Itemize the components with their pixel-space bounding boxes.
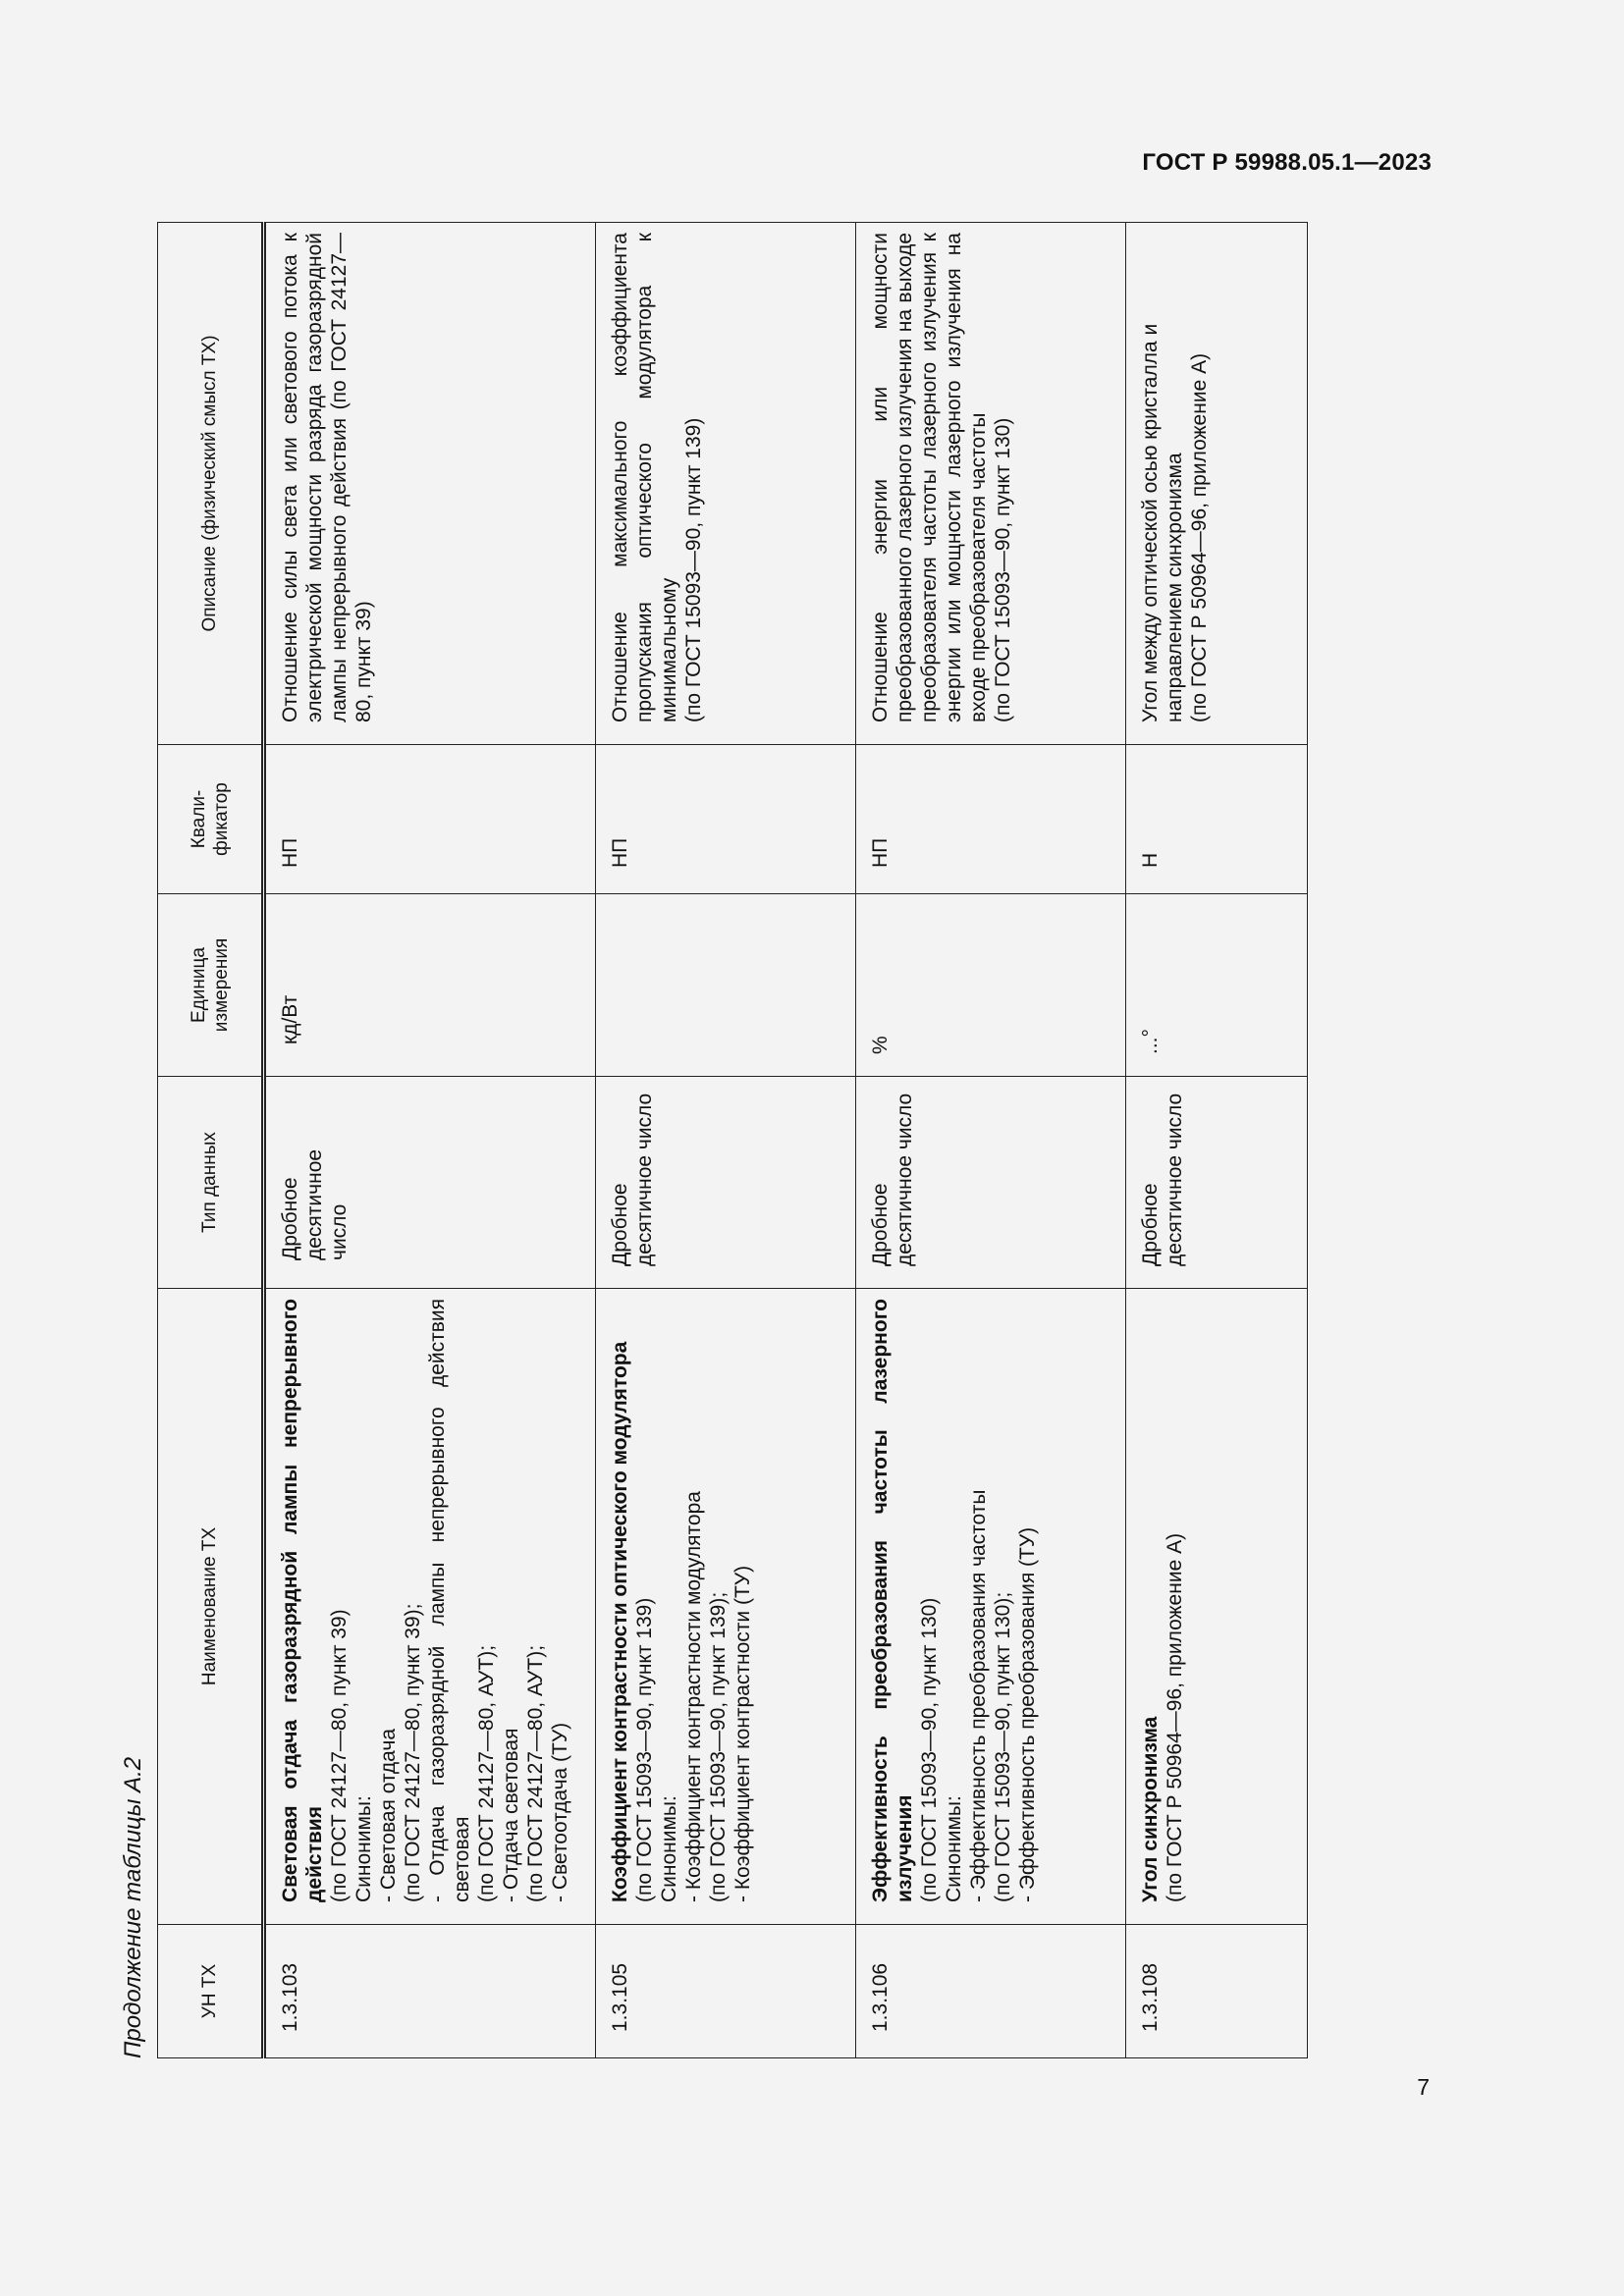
name-line: Синонимы: xyxy=(943,1795,966,1902)
description-reference: (по ГОСТ 15093—90, пункт 130) xyxy=(992,417,1015,722)
cell-description: Отношение силы света или светового потока к электрической мощности разряда газоразрядной лампы непрерывного действия (по ГОСТ 24127—80, пункт 39) xyxy=(264,223,596,745)
cell-name xyxy=(595,1289,856,1925)
cell-unit: % xyxy=(856,894,1125,1077)
col-header-unit xyxy=(158,894,264,1077)
cell-code: 1.3.106 xyxy=(856,1925,1125,2058)
cell-unit xyxy=(595,894,856,1077)
col-header-qual-l2: фикатор xyxy=(210,782,232,856)
col-header-unit-l2: измерения xyxy=(210,937,232,1033)
cell-name xyxy=(264,1289,596,1925)
name-line: - Эффективность преобразования частоты xyxy=(967,1489,991,1902)
description-text: Угол между оптической осью кристалла и направлением синхронизма xyxy=(1138,323,1186,722)
table-row xyxy=(595,223,856,2058)
cell-description xyxy=(856,223,1125,745)
term-title: Эффективность преобразования частоты лазерного излучения xyxy=(869,1299,917,1902)
col-header-qual-l1: Квали- xyxy=(188,789,209,849)
cell-code: 1.3.105 xyxy=(595,1925,856,2058)
table-row xyxy=(1125,223,1307,2058)
cell-qualifier: НП xyxy=(595,745,856,894)
table-header-row xyxy=(158,223,264,2058)
name-line: (по ГОСТ 15093—90, пункт 139) xyxy=(632,1597,656,1902)
name-line: (по ГОСТ 24127—80, пункт 39); xyxy=(402,1603,424,1902)
table-row xyxy=(264,223,596,2058)
term-title: Световая отдача газоразрядной лампы непрерывного действия xyxy=(279,1299,326,1902)
cell-unit: кд/Вт xyxy=(264,894,596,1077)
name-line: - Световая отдача xyxy=(377,1729,400,1902)
col-header-qualifier xyxy=(158,745,264,894)
cell-code: 1.3.108 xyxy=(1125,1925,1307,2058)
cell-type: Дробное десятичное число xyxy=(856,1077,1125,1289)
table-caption: Продолжение таблицы А.2 xyxy=(120,1756,146,2058)
name-line: - Эффективность преобразования (ТУ) xyxy=(1016,1526,1040,1902)
description-reference: (по ГОСТ Р 50964—96, приложение А) xyxy=(1187,352,1211,722)
term-title: Угол синхронизма xyxy=(1138,1716,1162,1902)
col-header-name: Наименование ТХ xyxy=(158,1289,264,1925)
name-line: (по ГОСТ 15093—90, пункт 130); xyxy=(992,1591,1015,1902)
cell-type: Дробное десятичное число xyxy=(264,1077,596,1289)
name-line: - Отдача газоразрядной лампы непрерывного действия световая xyxy=(426,1299,473,1902)
col-header-description: Описание (физический смысл ТХ) xyxy=(158,223,264,745)
cell-qualifier: Н xyxy=(1125,745,1307,894)
cell-description xyxy=(595,223,856,745)
name-line: (по ГОСТ 24127—80, АУТ); xyxy=(524,1644,547,1902)
cell-unit: ...° xyxy=(1125,894,1307,1077)
document-code: ГОСТ Р 59988.05.1—2023 xyxy=(1142,149,1432,176)
name-line: - Коэффициент контрастности (ТУ) xyxy=(731,1565,754,1902)
col-header-unit-l1: Единица xyxy=(188,947,209,1023)
cell-code: 1.3.103 xyxy=(264,1925,596,2058)
cell-qualifier: НП xyxy=(264,745,596,894)
name-line: - Коэффициент контрастности модулятора xyxy=(681,1491,705,1902)
term-title: Коэффициент контрастности оптического модулятора xyxy=(608,1341,631,1902)
cell-type: Дробное десятичное число xyxy=(595,1077,856,1289)
col-header-code: УН ТХ xyxy=(158,1925,264,2058)
cell-type: Дробное десятичное число xyxy=(1125,1077,1307,1289)
cell-description xyxy=(1125,223,1307,745)
cell-qualifier: НП xyxy=(856,745,1125,894)
name-line: Синонимы: xyxy=(352,1795,375,1902)
description-text: Отношение энергии или мощности преобразованного лазерного излучения на выходе преобразователя частоты лазерного излучения к энергии или мощности лазерного излучения на входе преобразователя частоты xyxy=(869,233,991,722)
table-row xyxy=(856,223,1125,2058)
description-reference: (по ГОСТ 15093—90, пункт 139) xyxy=(681,417,705,722)
col-header-type: Тип данных xyxy=(158,1077,264,1289)
name-line: - Светоотдача (ТУ) xyxy=(549,1722,571,1902)
name-line: (по ГОСТ 15093—90, пункт 139); xyxy=(706,1591,730,1902)
rotated-table-area xyxy=(110,162,1261,2063)
name-line: (по ГОСТ 24127—80, пункт 39) xyxy=(328,1609,351,1902)
characteristics-table xyxy=(157,222,1308,2058)
name-line: (по ГОСТ 15093—90, пункт 130) xyxy=(918,1597,942,1902)
page-number: 7 xyxy=(1417,2074,1430,2100)
description-text: Отношение максимального коэффициента пропускания оптического модулятора к минимальному xyxy=(608,233,680,722)
name-line: - Отдача световая xyxy=(500,1728,522,1902)
name-line: Синонимы: xyxy=(657,1795,680,1902)
cell-name xyxy=(1125,1289,1307,1925)
cell-name xyxy=(856,1289,1125,1925)
name-line: (по ГОСТ 24127—80, АУТ); xyxy=(475,1644,498,1902)
name-line: (по ГОСТ Р 50964—96, приложение А) xyxy=(1163,1532,1186,1902)
